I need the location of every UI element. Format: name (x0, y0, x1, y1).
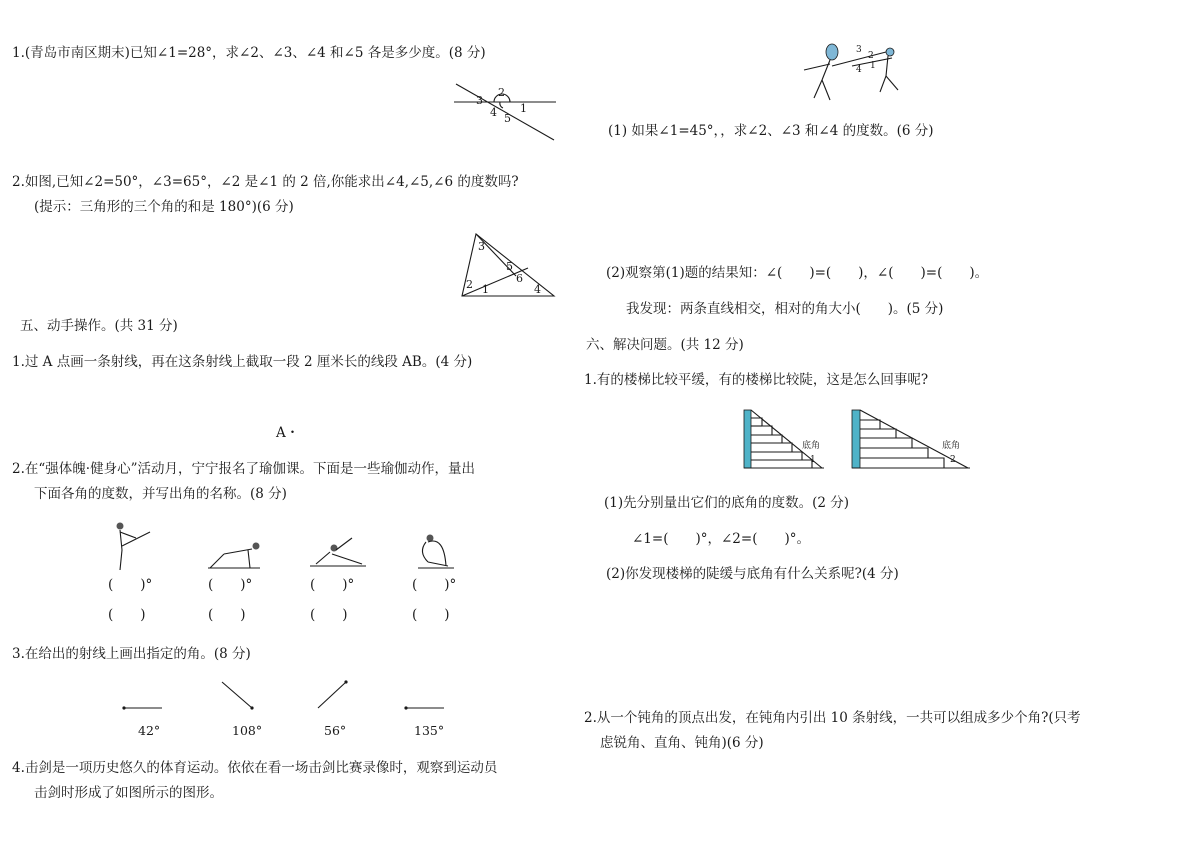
fig1-label-1: 1 (520, 102, 527, 115)
fig1-label-3: 3 (476, 94, 483, 107)
fencing-label-1: 1 (870, 61, 876, 71)
yoga-3-degree-blank[interactable]: ( )° (310, 577, 355, 593)
question-5-1: 1.过 A 点画一条射线，再在这条射线上截取一段 2 厘米长的线段 AB。(4 分) (12, 354, 473, 370)
question-5-4-1: (1) 如果∠1=45°，，求∠2、∠3 和∠4 的度数。(6 分) (608, 123, 934, 139)
yoga-pose-4-image (414, 532, 458, 572)
angle-label-42: 42° (138, 723, 161, 738)
question-5-3: 3.在给出的射线上画出指定的角。(8 分) (12, 646, 251, 662)
question-6-1-2: (2)你发现楼梯的陡缓与底角有什么关系呢?(4 分) (606, 566, 899, 582)
yoga-2-degree-blank[interactable]: ( )° (208, 577, 253, 593)
fig2-label-1: 1 (482, 283, 489, 296)
stairs-steep-figure (850, 408, 972, 470)
angle-label-108: 108° (232, 723, 263, 738)
yoga-2-name-blank[interactable]: ( ) (208, 607, 246, 623)
question-5-4-line1: 4.击剑是一项历史悠久的体育运动。依依在看一场击剑比赛录像时，观察到运动员 (12, 760, 498, 776)
yoga-pose-2-image (204, 540, 264, 572)
intersecting-lines-figure (450, 82, 560, 144)
section-5-heading: 五、动手操作。(共 31 分) (20, 318, 178, 334)
fig1-label-4: 4 (490, 106, 497, 119)
stairs-steep-num: 2 (950, 455, 956, 465)
triangle-figure (458, 230, 558, 300)
question-6-1: 1.有的楼梯比较平缓，有的楼梯比较陡，这是怎么回事呢? (584, 372, 929, 388)
question-5-4-2: (2)观察第(1)题的结果知：∠( )=( )，∠( )=( )。 (606, 265, 989, 281)
point-a-label: A・ (276, 425, 300, 441)
angle-label-135: 135° (414, 723, 445, 738)
yoga-pose-1-image (106, 520, 156, 572)
stairs-gentle-num: 1 (810, 455, 816, 465)
angle-label-56: 56° (324, 723, 347, 738)
question-5-2-line2: 下面各角的度数，并写出角的名称。(8 分) (34, 486, 287, 502)
fig2-label-2: 2 (466, 278, 473, 291)
fig2-label-4: 4 (534, 283, 541, 296)
yoga-4-degree-blank[interactable]: ( )° (412, 577, 457, 593)
question-5-4-found: 我发现：两条直线相交，相对的角大小( )。(5 分) (626, 301, 944, 317)
question-5-2-line1: 2.在“强体魄·健身心”活动月，宁宁报名了瑜伽课。下面是一些瑜伽动作，量出 (12, 461, 475, 477)
stairs-steep-label: 底角 (942, 441, 961, 451)
question-6-1-blanks[interactable]: ∠1=( )°，∠2=( )°。 (632, 531, 810, 547)
question-4-2-line1: 2.如图,已知∠2=50°，∠3=65°，∠2 是∠1 的 2 倍,你能求出∠4,∠5,∠6 的度数吗? (12, 174, 519, 190)
question-6-1-1: (1)先分别量出它们的底角的度数。(2 分) (604, 495, 850, 511)
question-6-2-line1: 2.从一个钝角的顶点出发，在钝角内引出 10 条射线，一共可以组成多少个角?(只考 (584, 710, 1081, 726)
fig1-label-5: 5 (504, 112, 511, 125)
fencing-figure (800, 40, 920, 106)
stairs-gentle-label: 底角 (802, 441, 821, 451)
fig1-label-2: 2 (498, 86, 505, 99)
fig2-label-6: 6 (516, 272, 523, 285)
question-4-2-line2: (提示：三角形的三个角的和是 180°)(6 分) (34, 199, 294, 215)
yoga-1-name-blank[interactable]: ( ) (108, 607, 146, 623)
yoga-4-name-blank[interactable]: ( ) (412, 607, 450, 623)
given-rays-figure (118, 676, 458, 716)
fig2-label-3: 3 (478, 240, 485, 253)
fencing-label-2: 2 (868, 51, 874, 61)
fencing-label-4: 4 (856, 65, 862, 75)
section-6-heading: 六、解决问题。(共 12 分) (586, 337, 744, 353)
question-4-1: 1.(青岛市南区期末)已知∠1=28°，求∠2、∠3、∠4 和∠5 各是多少度。(8 分) (12, 45, 486, 61)
yoga-3-name-blank[interactable]: ( ) (310, 607, 348, 623)
fig2-label-5: 5 (506, 260, 513, 273)
fencing-label-3: 3 (856, 45, 862, 55)
question-5-4-line2: 击剑时形成了如图所示的图形。 (34, 785, 223, 801)
question-6-2-line2: 虑锐角、直角、钝角)(6 分) (600, 735, 764, 751)
stairs-gentle-figure (742, 408, 826, 470)
yoga-1-degree-blank[interactable]: ( )° (108, 577, 153, 593)
yoga-pose-3-image (306, 536, 368, 572)
